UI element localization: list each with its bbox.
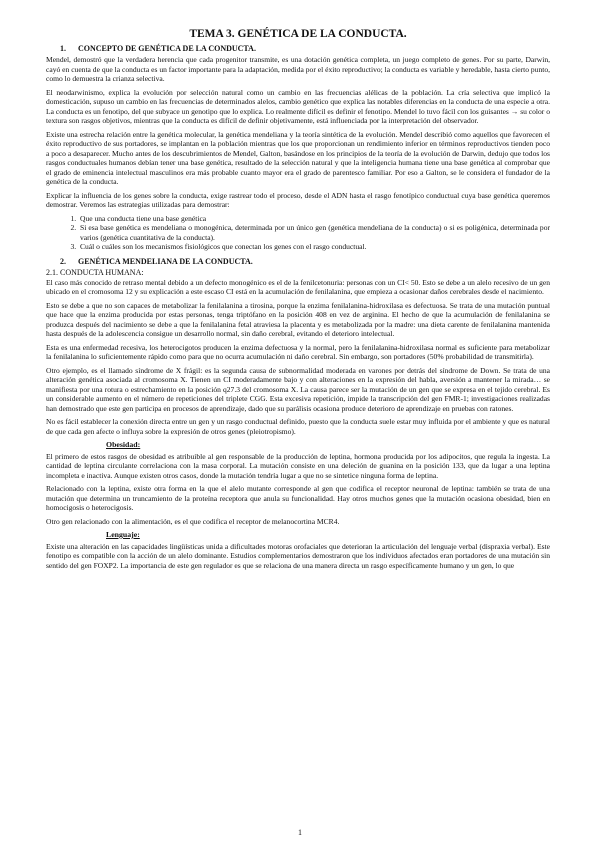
section-2-paragraph-7: Relacionado con la leptina, existe otra forma en la que el alelo mutante corresponde al gen que codifica el receptor neuronal de leptina: también se trata de una mutación que determina un truncamiento de la proteína receptora que anula su funcionalidad. Hay otros muchos genes que la mutación ocasiona obesidad, bien en homocigosis o heterocigosis. [46, 484, 550, 512]
section-1-paragraph-1: Mendel, demostró que la verdadera herencia que cada progenitor transmite, es una dotación genética completa, un juego completo de genes. Por su parte, Darwin, cayó en cuenta de que la conducta es un factor importante para la adaptación, medida por el éxito reproductivo; la conducta es variable y heredable, hasta cierto punto, como lo demuestra la crianza selectiva. [46, 55, 550, 83]
subsection-2-1-heading: 2.1. CONDUCTA HUMANA: [46, 267, 144, 277]
section-1-paragraph-2: El neodarwinismo, explica la evolución por selección natural como un cambio en las frecuencias alélicas de la población. La cría selectiva que implicó la domesticación, supuso un cambio en las frecuencias de determinados alelos, cambio genético que explica las notables diferencias en la conducta de una especie a otra. La conducta es un fenotipo, del que subyace un genotipo que lo explica. Lo realmente difícil es definir el fenotipo. Mendel lo tuvo fácil con los guisantes → su color o textura son rasgos objetivos, mientras que la conducta es difícil de definir objetivamente, está influenciada por la interpretación del observador. [46, 87, 550, 125]
strategies-list [46, 214, 550, 252]
section-2-number: 2. [60, 256, 66, 266]
section-2-paragraph-9: Existe una alteración en las capacidades lingüísticas unida a dificultades motoras orofaciales que deterioran la articulación del lenguaje verbal (dispraxia verbal). Este fenotipo es compatible con la acción de un alelo dominante. Estudios complementarios demostraron que los individuos afectados eran portadores de una mutación sin sentido del gen FOXP2. La importancia de este gen regulador es que se relaciona de una manera directa un rasgo específicamente humano y un gen, lo que [46, 541, 550, 570]
list-item: 2. Si esa base genética es mendeliana o monogénica, determinada por un único gen (genética mendeliana de la conducta) o si es poligénica, determinada por varios (genética cuantitativa de la conducta). [78, 223, 550, 242]
section-2-paragraph-8: Otro gen relacionado con la alimentación, es el que codifica el receptor de melanocortina MCR4. [46, 516, 340, 526]
section-2-paragraph-2: Esto se debe a que no son capaces de metabolizar la fenilalanina a tirosina, porque la enzima fenilalanina-hidroxilasa es defectuosa. Se trata de una mutación puntual que hace que la enzima producida por estas personas, tenga triptófano en la posición 408 en vez de arginina. El hecho de que la acumulación de fenilalanina se produzca después del nacimiento se debe a que la fenilalanina fetal atraviesa la placenta y es metabolizada por la madre: una dieta carente de fenilalanina mantenida hasta después de la adolescencia consigue un desarrollo normal, sin daño cerebral, evitando el deterioro intelectual. [46, 300, 550, 338]
section-2-paragraph-5: No es fácil establecer la conexión directa entre un gen y un rasgo conductual definido, puesto que la conducta suele estar muy influida por el ambiente y que es natural de que cada gen afecte o influya sobre la expresión de otros genes (pleiotropismo). [46, 417, 550, 436]
section-1-paragraph-3: Existe una estrecha relación entre la genética molecular, la genética mendeliana y la teoría sintética de la evolución. Mendel describió como aquellos que favorecen el éxito reproductivo de sus portadores, se implantan en la población mientras que los que proporcionan un rendimiento inferior en términos reproductivos tienden poco a poco a desaparecer. Mucho antes de los descubrimientos de Mendel, Galton, basándose en los principios de la teoría de la evolución de Darwin, dedujo que todos los rasgos conductuales humanos debían tener una base genética, resultado de la selección natural y que la inteligencia humana tiene una base genética al comprobar que el grado de eminencia intelectual masculinos era más probable cuanto mayor era el grado de parentesco familiar. Por eso a Galton, se le considera el fundador de la genética de la conducta. [46, 129, 550, 186]
section-2-paragraph-6: El primero de estos rasgos de obesidad es atribuible al gen responsable de la producción de leptina, hormona producida por los adipocitos, que regula la ingesta. La cantidad de leptina circulante correlaciona con la masa corporal. La mutación consiste en una deleción de guanina en la posición 133, que da lugar a una leptina incompleta e inactiva. Aunque existen otros casos, donde la mutación tendría lugar a que no se sintetice ninguna forma de leptina. [46, 451, 550, 480]
section-1-title: CONCEPTO DE GENÉTICA DE LA CONDUCTA. [78, 44, 256, 53]
section-2-title: GENÉTICA MENDELIANA DE LA CONDUCTA. [78, 256, 253, 266]
section-2-heading [46, 257, 550, 267]
section-1-paragraph-4: Explicar la influencia de los genes sobre la conducta, exige rastrear todo el proceso, desde el ADN hasta el rasgo fenotípico conductual cuya base genética queremos demostrar. Veremos las estrategias utilizadas para demostrar: [46, 190, 550, 209]
section-2-paragraph-4: Otro ejemplo, es el llamado síndrome de X frágil: es la segunda causa de subnormalidad moderada en varones por detrás del síndrome de Down. Se trata de una alteración genética asociada al cromosoma X. Tienen un CI moderadamente bajo y con alteraciones en la expresión del habla, aversión a mantener la mirada… se manifiesta por una rotura o estrechamiento en la posición q27.3 del cromosoma X. La causa parece ser la mutación de un gen que se expresa en el tejido cerebral. Es un considerable aumento en el número de repeticiones del triplete CGG. Esta excesiva repetición, impide la transcripción del gen FMR-1; investigaciones realizadas han demostrado que este gen participa en procesos de aprendizaje, dado que su parálisis ocasiona produce deterioro de aprendizaje en pruebas con ratones. [46, 365, 550, 413]
section-1-number: 1. [60, 44, 66, 53]
obesidad-subheading: Obesidad: [106, 440, 141, 449]
list-item: 1. Que una conducta tiene una base genética [78, 214, 550, 224]
section-2-paragraph-1: El caso más conocido de retraso mental debido a un defecto monogénico es el de la fenilcetonuria: personas con un CI< 50. Esto se debe a un alelo recesivo de un gen ubicado en el cromosoma 12 y su explicación a este escaso CI está en la acumulación de fenilalanina, que empieza a ocasionar daños cerebrales desde el nacimiento. [46, 277, 550, 296]
page-number: 1 [298, 828, 302, 837]
lenguaje-subheading: Lenguaje: [106, 530, 140, 539]
document-title: TEMA 3. GENÉTICA DE LA CONDUCTA. [189, 28, 407, 40]
section-1-heading [46, 44, 550, 54]
section-2-paragraph-3: Esta es una enfermedad recesiva, los heterocigotos producen la enzima defectuosa y la normal, pero la fenilalanina-hidroxilasa normal es suficiente para metabolizar la fenilalanina lo suficientemente rápido como para que no ocurra acumulación ni daño cerebral. Sin embargo, son portadores (50% probabilidad de transmitirla). [46, 342, 550, 361]
list-item: 3. Cuál o cuáles son los mecanismos fisiológicos que conectan los genes con el rasgo conductual. [78, 242, 550, 252]
